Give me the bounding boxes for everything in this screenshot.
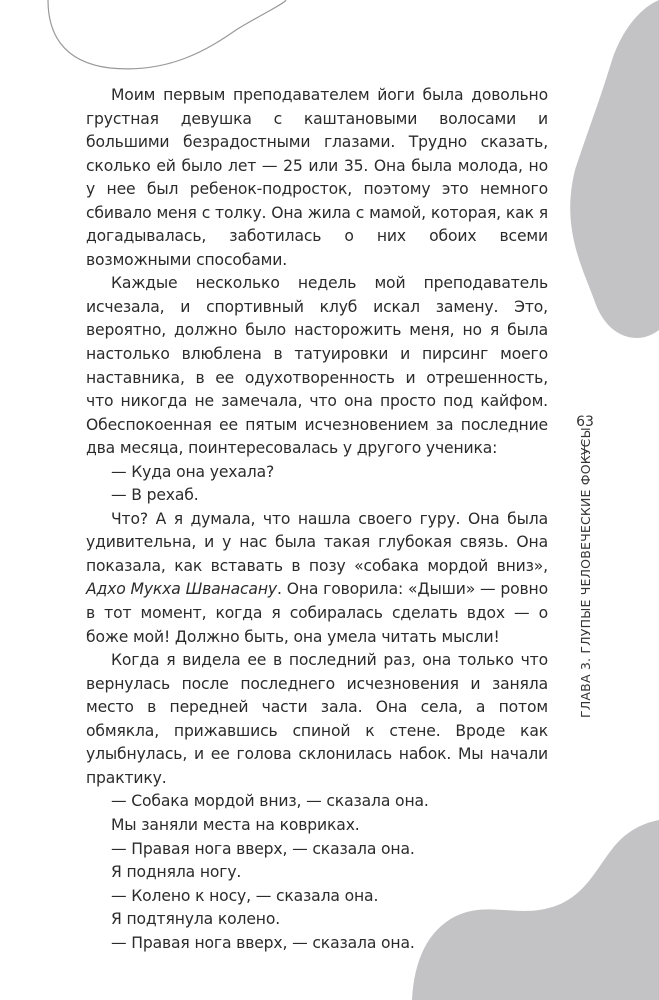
right-blob-shape [570, 0, 659, 338]
paragraph: Когда я видела ее в последний раз, она только что вернулась после последнего исчезновения и заняла место в передней части зала. Она села, а потом обмякла, прижавшись спиной к стене. Вроде как улыбнулась, и ее голова склонилась набок. Мы начали практику. [86, 651, 548, 787]
paragraph-text: . Она говорила: «Дыши» — ровно в тот момент, когда я собиралась сделать вдох — о боже мой! Должно быть, она умела читать мысли! [86, 580, 548, 646]
dialogue-line: Я подняла ногу. [111, 863, 242, 882]
dialogue-line: — Собака мордой вниз, — сказала она. [111, 792, 429, 811]
dialogue-line: Я подтянула колено. [111, 910, 281, 929]
paragraph [86, 508, 548, 649]
paragraph-text: Что? А я думала, что нашла своего гуру. Она была удивительна, и у нас была такая глубокая связь. Она показала, как вставать в позу «собака мордой вниз», [86, 509, 548, 575]
page-number: 63 [576, 414, 594, 430]
dialogue-line: — Куда она уехала? [111, 462, 275, 481]
page-sidebar [560, 410, 610, 718]
dialogue-line: Мы заняли места на ковриках. [111, 815, 360, 834]
pose-name-italic: Адхо Мукха Шванасану [86, 580, 277, 599]
top-outline-shape [48, 0, 286, 69]
body-text [86, 84, 548, 955]
dialogue-line: — Правая нога вверх, — сказала она. [111, 839, 415, 858]
dialogue-line: — Колено к носу, — сказала она. [111, 886, 379, 905]
chapter-title: ГЛАВА 3. ГЛУПЫЕ ЧЕЛОВЕЧЕСКИЕ ФОКУСЫ [578, 427, 593, 718]
dialogue-line: — Правая нога вверх, — сказала она. [111, 933, 415, 952]
paragraph: Каждые несколько недель мой преподаватель исчезала, и спортивный клуб искал замену. Это, вероятно, должно было насторожить меня, но я была настолько влюблена в татуировки и пирсинг моего наставника, в ее одухотворенность и отрешенность, что никогда не замечала, что она просто под кайфом. Обеспокоенная ее пятым исчезновением за последние два месяца, поинтересовалась у другого ученика: [86, 274, 548, 458]
dialogue-line: — В рехаб. [111, 486, 199, 505]
paragraph: Моим первым преподавателем йоги была довольно грустная девушка с каштановыми волосами и большими безрадостными глазами. Трудно сказать, сколько ей было лет — 25 или 35. Она была молода, но у нее был ребенок-подросток, поэтому это немного сбивало меня с толку. Она жила с мамой, которая, как я догадывалась, заботилась о них обоих всеми возможными способами. [86, 86, 548, 269]
